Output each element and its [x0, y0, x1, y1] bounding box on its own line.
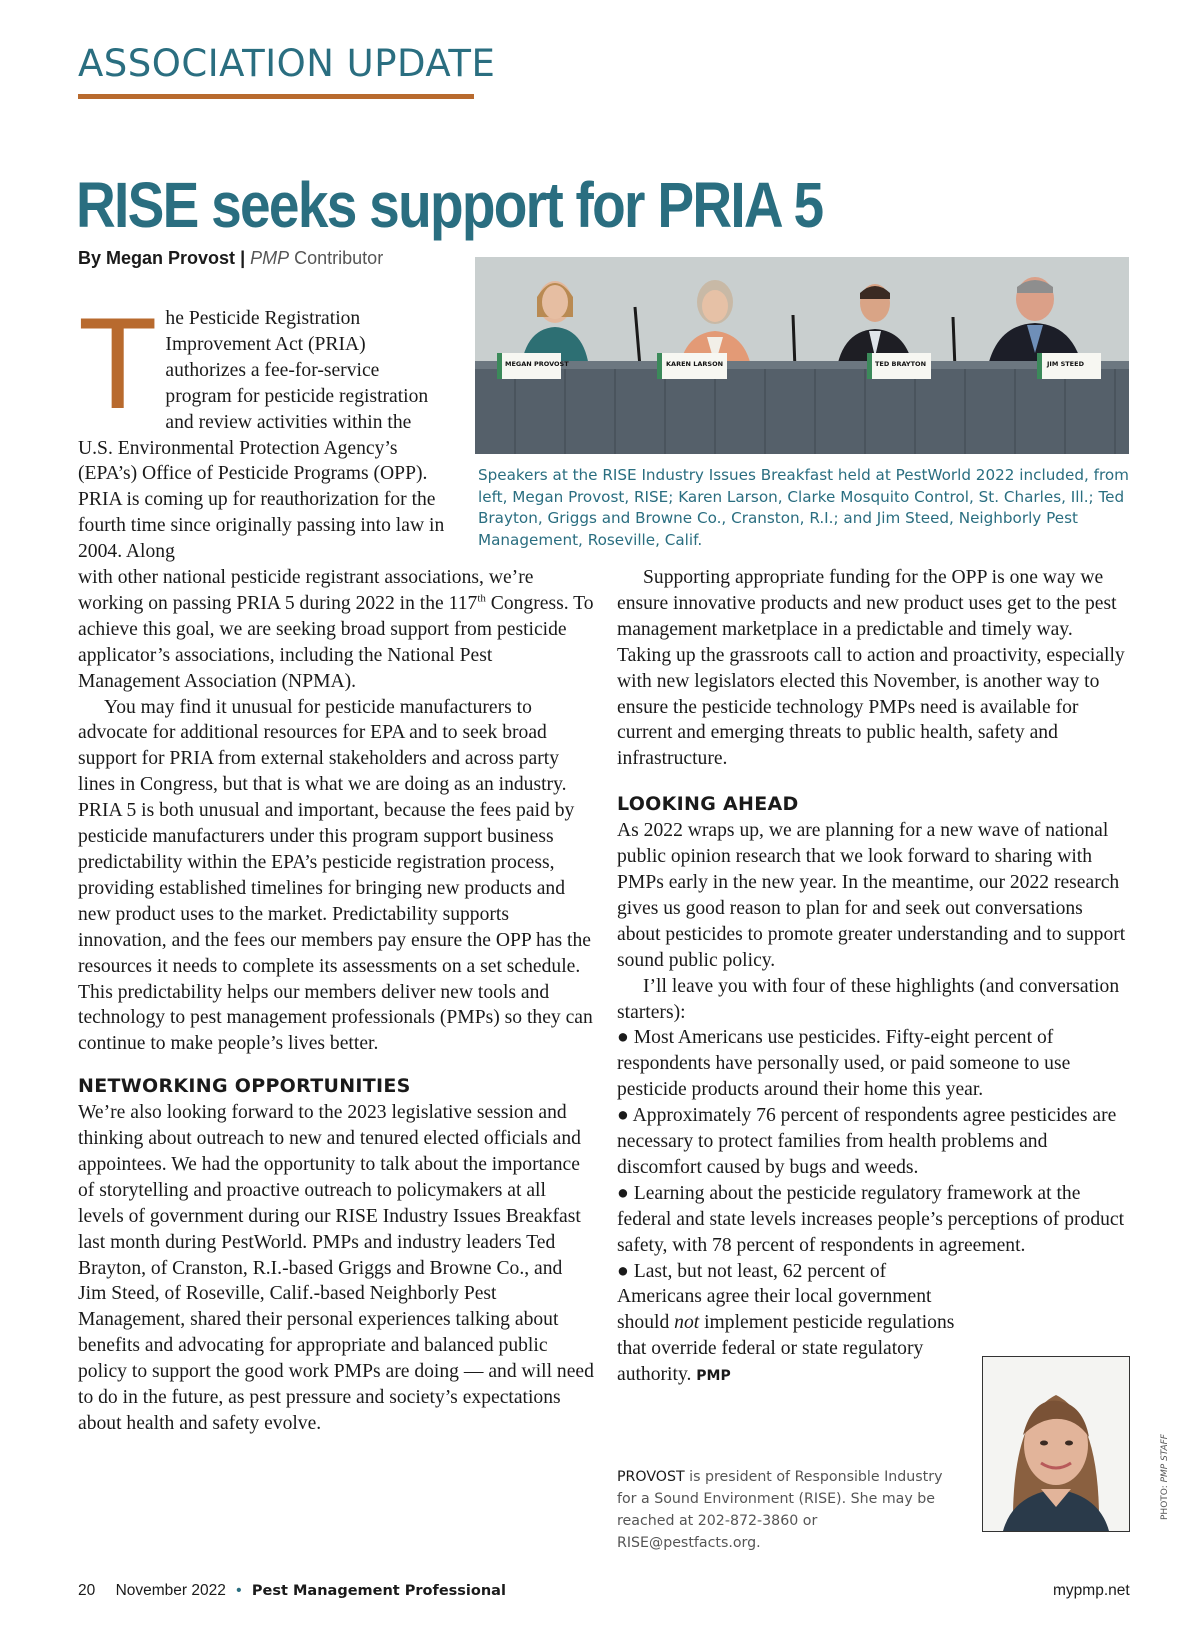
page-number: 20	[78, 1582, 96, 1599]
section-rule	[78, 94, 474, 99]
photo-credit	[1160, 1434, 1170, 1520]
bullet-4-emphasis: not	[674, 1312, 700, 1334]
panel-photo-image	[475, 257, 1129, 454]
right-column	[617, 565, 1131, 1390]
magazine-name: Pest Management Professional	[251, 1583, 506, 1599]
subhead-looking-ahead: LOOKING AHEAD	[617, 793, 799, 816]
byline-role-pmp: PMP	[250, 248, 290, 268]
author-headshot-image	[983, 1357, 1129, 1531]
right-paragraph-3: I’ll leave you with four of these highlights (and conversation starters):	[617, 975, 1120, 1023]
section-label: ASSOCIATION UPDATE	[78, 42, 496, 85]
highlight-bullet-2: ● Approximately 76 percent of respondents agree pesticides are necessary to protect families from health problems and discomfort caused by bugs and weeds.	[617, 1105, 1117, 1178]
left-column	[78, 565, 594, 1437]
byline	[78, 248, 383, 269]
highlight-bullet-1: ● Most Americans use pesticides. Fifty-eight percent of respondents have personally used, or paid someone to use pesticide products around their home this year.	[617, 1027, 1071, 1101]
byline-author: By Megan Provost	[78, 248, 236, 268]
photo-credit-label: PHOTO:	[1160, 1482, 1170, 1520]
footer-left	[78, 1582, 506, 1600]
nameplate-4: JIM STEED	[1047, 360, 1084, 368]
left-paragraph-1	[78, 565, 594, 695]
intro-paragraph: he Pesticide Registration Improvement Act (PRIA) authorizes a fee-for-service program for pesticide registration and review activities within the U.S. Environmental Protection Agency’s (EPA’s) Office of Pesticide Programs (OPP). PRIA is coming up for reauthorization for the fourth time since originally passing into law in 2004. Along	[78, 308, 445, 563]
drop-cap: T	[78, 290, 158, 436]
intro-column	[78, 290, 450, 565]
bullet-4-text-b: implement pesticide regulations that override federal or state regulatory authority.	[617, 1312, 955, 1386]
highlight-bullet-4	[617, 1259, 957, 1391]
byline-role-rest: Contributor	[289, 248, 384, 268]
author-headshot	[982, 1356, 1130, 1532]
headline: RISE seeks support for PRIA 5	[76, 169, 823, 241]
nameplate-2: KAREN LARSON	[666, 360, 724, 368]
left-paragraph-2: You may find it unusual for pesticide manufacturers to advocate for additional resources for EPA and to seek broad support for PRIA from external stakeholders and across party lines in Congress, but that is what we are doing as an industry. PRIA 5 is both unusual and important, because the fees paid by pesticide manufacturers under this program support business predictability within the EPA’s pesticide registration process, providing established timelines for bringing new products and new product uses to the market. Predictability supports innovation, and the fees our members pay ensure the OPP has the resources it needs to complete its assessments on a set schedule. This predictability helps our members deliver new tools and technology to pest management professionals (PMPs) so they can continue to make people’s lives better.	[78, 696, 593, 1055]
nameplate-1: MEGAN PROVOST	[505, 360, 569, 368]
bio-name: PROVOST	[617, 1469, 685, 1485]
bullet-4-text-a: ● Last, but not least, 62 percent of Americans agree their local government should	[617, 1260, 932, 1334]
right-paragraph-1: Supporting appropriate funding for the OPP is one way we ensure innovative products and new product uses get to the pest management marketplace in a predictable and timely way. Taking up the grassroots call to action and proactivity, especially with new legislators elected this November, is another way to ensure the pesticide technology PMPs need is available for current and emerging threats to public health, safety and infrastructure.	[617, 567, 1125, 770]
panel-photo	[475, 257, 1129, 454]
subhead-networking: NETWORKING OPPORTUNITIES	[78, 1075, 411, 1098]
right-paragraph-2: As 2022 wraps up, we are planning for a new wave of national public opinion research that we look forward to sharing with PMPs early in the new year. In the meantime, our 2022 research gives us good reason to plan for and seek out conversations about pesticides to promote greater understanding and to support sound public policy.	[617, 820, 1126, 971]
footer-dot: •	[236, 1582, 242, 1599]
author-bio	[617, 1466, 957, 1554]
left-p1-text-b: Congress. To achieve this goal, we are seeking broad support from pesticide applicator’s associations, including the National Pest Management Association (NPMA).	[78, 592, 594, 692]
byline-role	[250, 248, 383, 268]
byline-separator: |	[240, 248, 246, 268]
left-p1-superscript: th	[477, 592, 486, 605]
left-p1-text-a: with other national pesticide registrant associations, we’re working on passing PRIA 5 during 2022 in the 117	[78, 567, 534, 614]
bio-text: is president of Responsible Industry for a Sound Environment (RISE). She may be reached at 202-872-3860 or RISE@pestfacts.org.	[617, 1469, 943, 1551]
photo-caption: Speakers at the RISE Industry Issues Breakfast held at PestWorld 2022 included, from left, Megan Provost, RISE; Karen Larson, Clarke Mosquito Control, St. Charles, Ill.; Ted Brayton, Griggs and Browne Co., Cranston, R.I.; and Jim Steed, Neighborly Pest Management, Roseville, Calif.	[478, 466, 1129, 549]
left-paragraph-3: We’re also looking forward to the 2023 legislative session and thinking about outreach to new and tenured elected officials and appointees. We had the opportunity to talk about the importance of storytelling and proactive outreach to policymakers at all levels of government during our RISE Industry Issues Breakfast last month during PestWorld. PMPs and industry leaders Ted Brayton, of Cranston, R.I.-based Griggs and Browne Co., and Jim Steed, of Roseville, Calif.-based Neighborly Pest Management, shared their personal experiences talking about benefits and advocating for appropriate and balanced public policy to support the good work PMPs are doing — and will need to do in the future, as pest pressure and society’s expectations about health and safety evolve.	[78, 1102, 594, 1434]
highlight-bullet-3: ● Learning about the pesticide regulatory framework at the federal and state levels increases people’s perceptions of product safety, with 78 percent of respondents in agreement.	[617, 1182, 1125, 1256]
photo-credit-name: PMP STAFF	[1160, 1434, 1170, 1483]
footer-url: mypmp.net	[1053, 1582, 1130, 1599]
footer-date: November 2022	[115, 1582, 226, 1599]
end-mark: PMP	[696, 1368, 731, 1385]
nameplate-3: TED BRAYTON	[875, 360, 927, 368]
